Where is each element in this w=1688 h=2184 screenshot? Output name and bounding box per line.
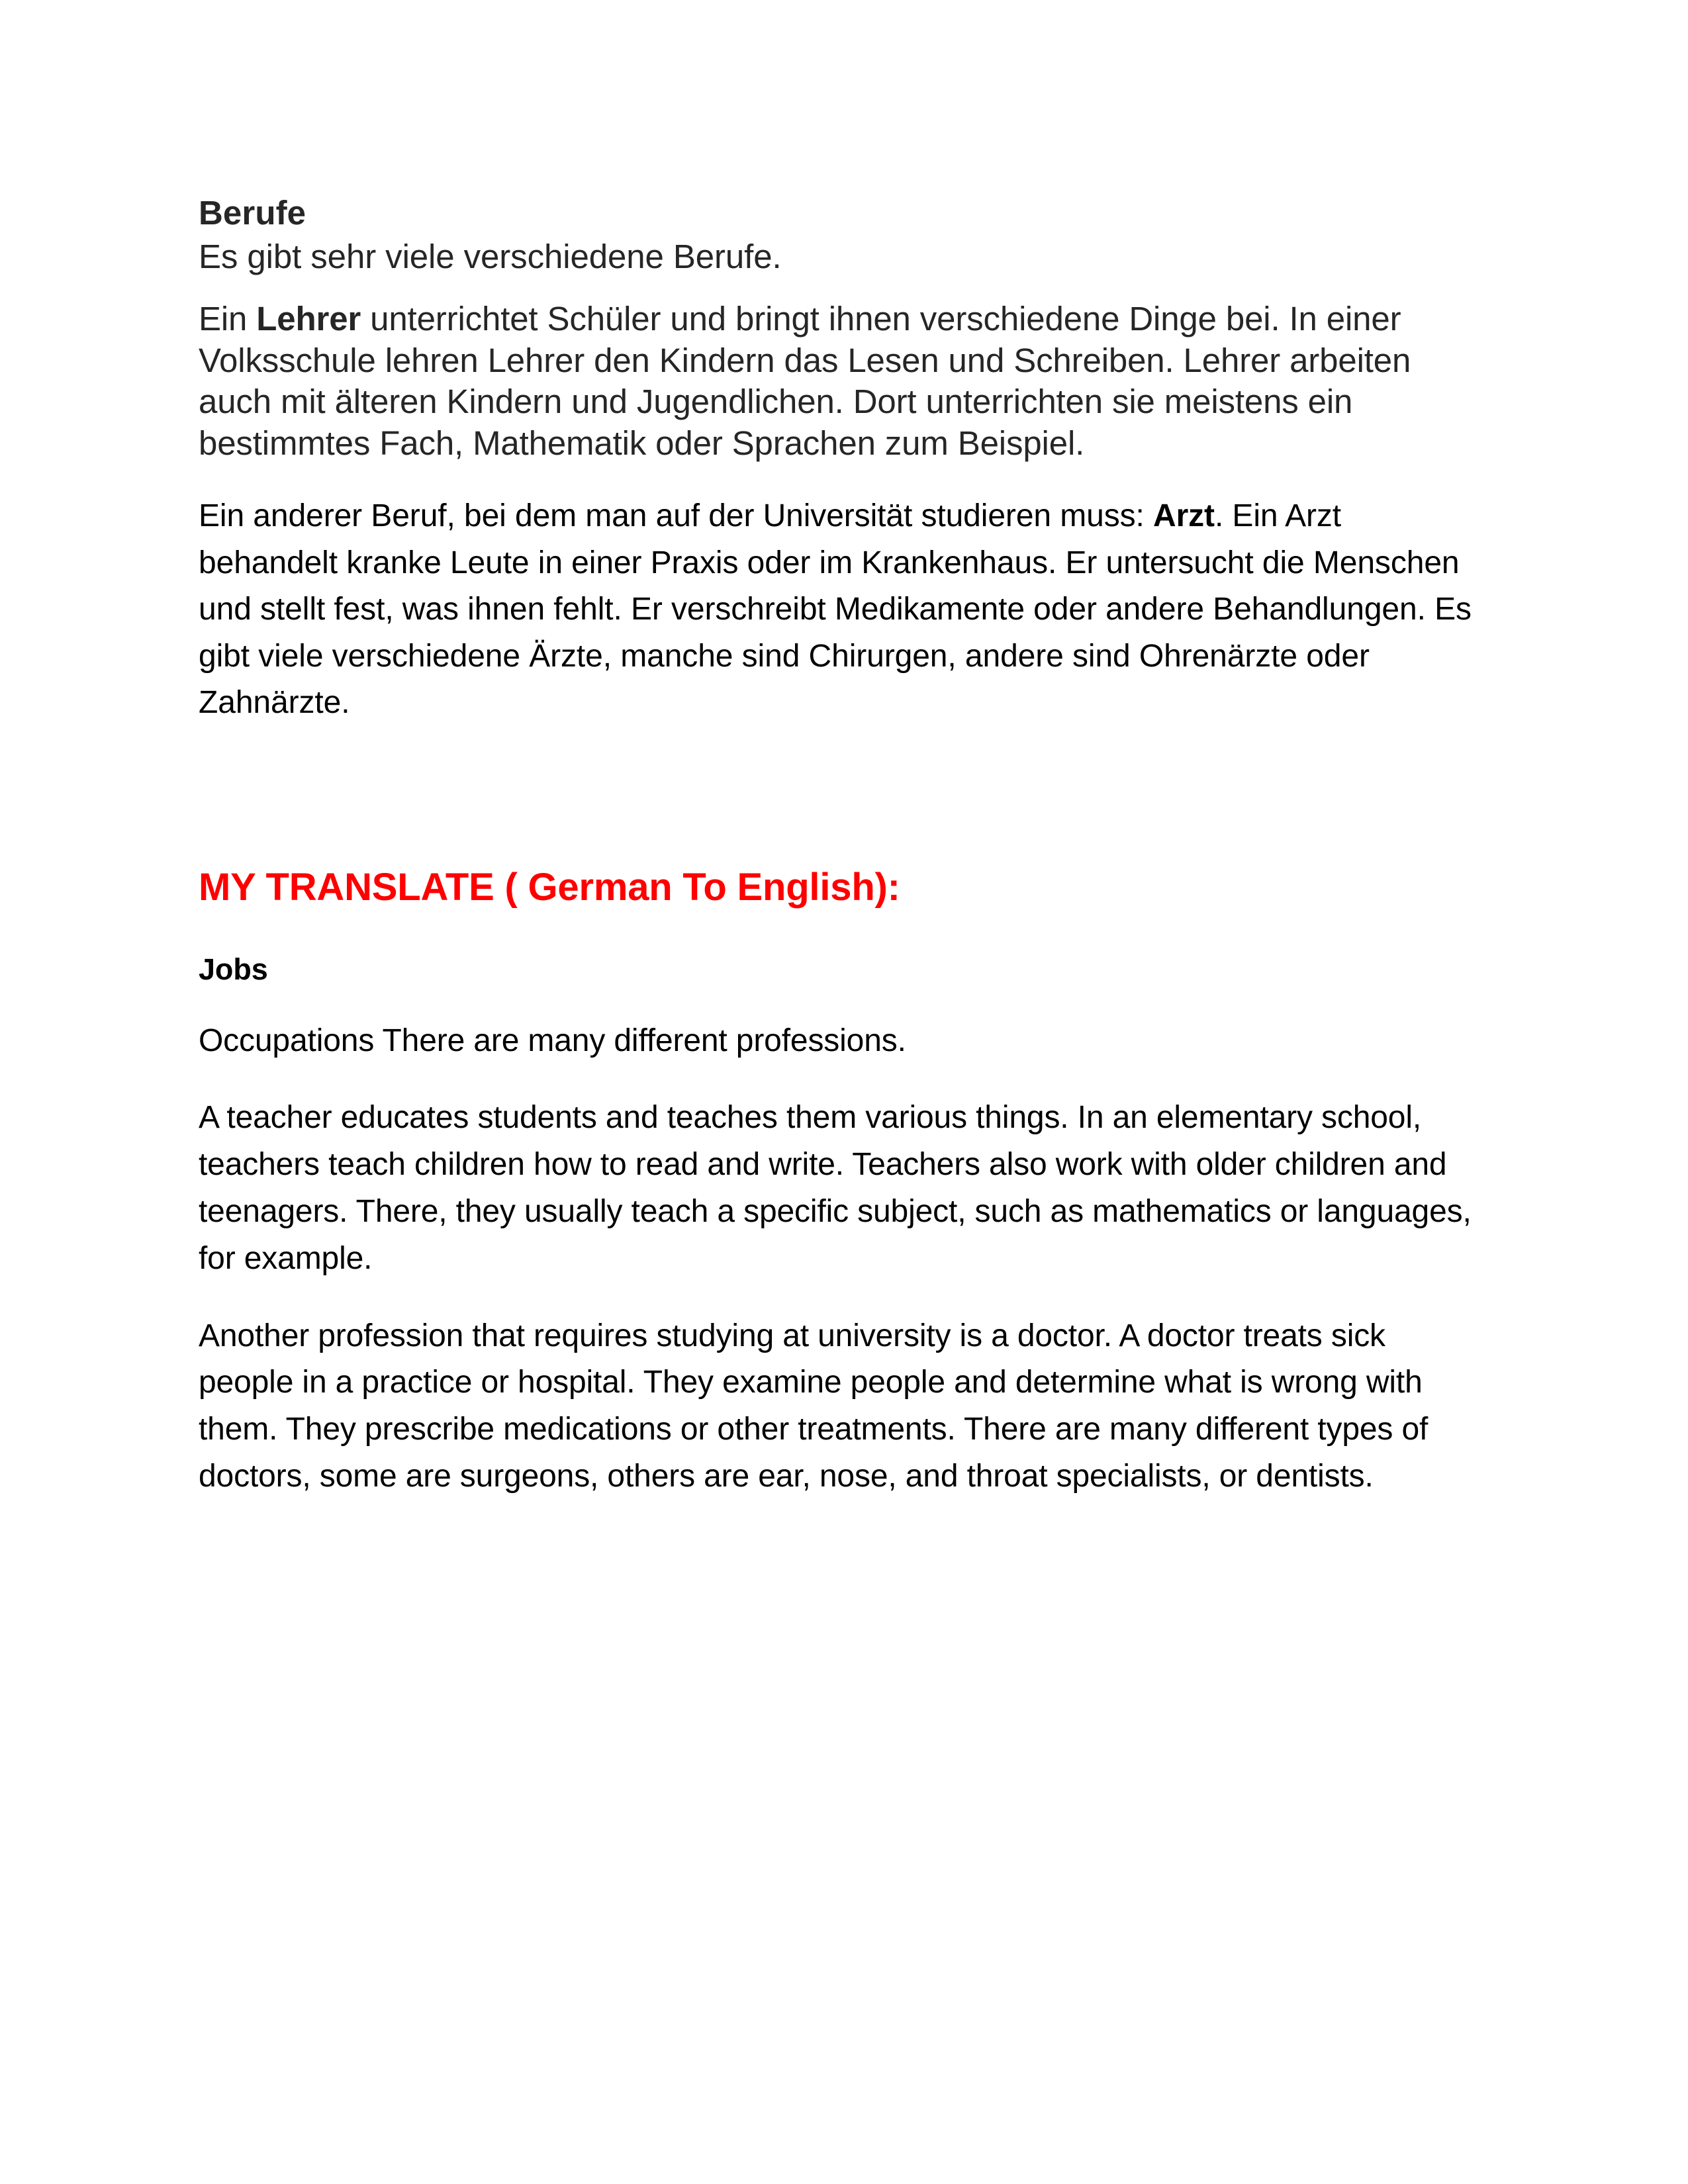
source-heading: Berufe xyxy=(199,194,306,232)
translation-paragraph-doctor: Another profession that requires studying at university is a doctor. A doctor treats sick people in a practice or hospital. They examine people and determine what is wrong with them. They prescribe medications or other treatments. There are many different types of doctors, some are surgeons, others are ear, nose, and throat specialists, or dentists. xyxy=(199,1318,1429,1494)
translation-subheading: Jobs xyxy=(199,952,268,986)
translation-lead-paragraph: Occupations There are many different professions. xyxy=(199,1023,906,1058)
paragraph-text-after-bold: unterrichtet Schüler und bringt ihnen verschiedene Dinge bei. In einer Volksschule lehren Lehrer den Kindern das Lesen und Schreiben. Lehrer arbeiten auch mit älteren Kindern und Jugendlichen. Dort unterrichten sie meistens ein bestimmtes Fach, Mathematik oder Sprachen zum Beispiel. xyxy=(199,300,1411,462)
paragraph-text-after-bold: . Ein Arzt behandelt kranke Leute in einer Praxis oder im Krankenhaus. Er untersucht die Menschen und stellt fest, was ihnen fehlt. Er verschreibt Medikamente oder andere Behandlungen. Es gibt viele verschiedene Ärzte, manche sind Chirurgen, andere sind Ohrenärzte oder Zahnärzte. xyxy=(199,498,1472,721)
source-lead-paragraph: Es gibt sehr viele verschiedene Berufe. xyxy=(199,238,782,276)
translation-section-heading: MY TRANSLATE ( German To English): xyxy=(199,865,900,909)
paragraph-text-before-bold: Ein anderer Beruf, bei dem man auf der Universität studieren muss: xyxy=(199,498,1153,534)
bold-term-arzt: Arzt xyxy=(1153,498,1215,534)
source-paragraph-teacher xyxy=(199,277,1486,464)
translation-paragraph-teacher: A teacher educates students and teaches them various things. In an elementary school, teachers teach children how to read and write. Teachers also work with older children and teenagers. There, they usually teach a specific subject, such as mathematics or languages, for example. xyxy=(199,1100,1472,1276)
document-content xyxy=(199,0,1486,1500)
source-paragraph-doctor xyxy=(199,464,1486,727)
paragraph-text-before-bold: Ein xyxy=(199,300,257,338)
bold-term-lehrer: Lehrer xyxy=(256,300,361,338)
